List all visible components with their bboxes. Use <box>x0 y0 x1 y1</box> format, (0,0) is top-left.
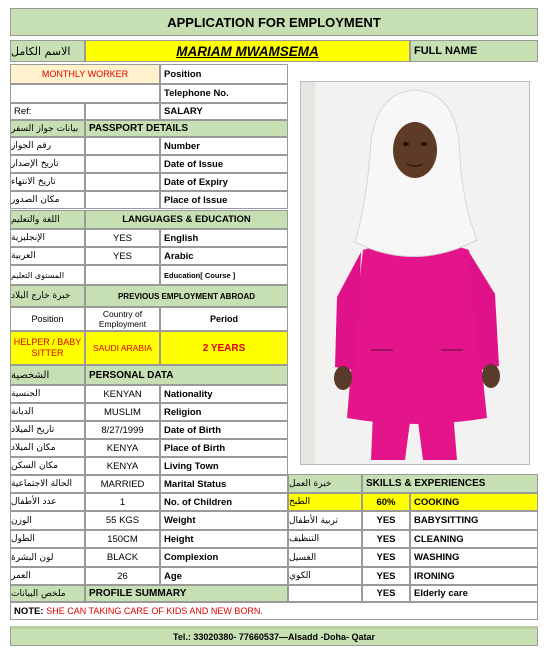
personal-header: PERSONAL DATA <box>85 365 288 385</box>
personal-row-value: KENYAN <box>85 385 160 403</box>
salary-label: SALARY <box>160 103 288 120</box>
skill-value: YES <box>362 585 410 602</box>
personal-row-value: MUSLIM <box>85 403 160 421</box>
personal-row-value: KENYA <box>85 439 160 457</box>
personal-row-arabic: الجنسية <box>10 385 85 403</box>
skill-label: CLEANING <box>410 530 538 548</box>
education-value <box>85 265 160 285</box>
arabic-lang-label: Arabic <box>160 247 288 265</box>
ref-value <box>85 103 160 120</box>
personal-row-arabic: الطول <box>10 530 85 548</box>
skill-label: COOKING <box>410 493 538 511</box>
profile-header: PROFILE SUMMARY <box>85 585 288 602</box>
languages-header: LANGUAGES & EDUCATION <box>85 210 288 229</box>
skill-arabic: التنظيف <box>288 530 362 548</box>
note-text: SHE CAN TAKING CARE OF KIDS AND NEW BORN. <box>46 606 263 616</box>
telephone-value <box>10 84 160 103</box>
skill-arabic: الغسيل <box>288 548 362 567</box>
note-label: NOTE: <box>14 605 44 617</box>
personal-row-label: Marital Status <box>160 475 288 493</box>
passport-arabic-header: بيانات جواز السفر <box>10 120 85 137</box>
applicant-name: MARIAM MWAMSEMA <box>85 40 410 62</box>
education-arabic: المستوى التعليم <box>10 265 85 285</box>
passport-expiry-label: Date of Expiry <box>160 173 288 191</box>
skills-arabic-header: خبرة العمل <box>288 474 362 493</box>
skill-value: 60% <box>362 493 410 511</box>
skill-label: IRONING <box>410 567 538 585</box>
passport-header: PASSPORT DETAILS <box>85 120 288 137</box>
previous-period: 2 YEARS <box>160 331 288 365</box>
personal-row-value: KENYA <box>85 457 160 475</box>
passport-place-label: Place of Issue <box>160 191 288 209</box>
passport-issue-value <box>85 155 160 173</box>
profile-spacer <box>288 585 362 602</box>
telephone-label: Telephone No. <box>160 84 288 103</box>
passport-expiry-arabic: تاريخ الانتهاء <box>10 173 85 191</box>
note-row <box>10 602 538 620</box>
personal-row-arabic: الديانة <box>10 403 85 421</box>
col-position: Position <box>10 307 85 331</box>
english-arabic: الإنجليزية <box>10 229 85 247</box>
personal-row-label: Place of Birth <box>160 439 288 457</box>
skill-value: YES <box>362 567 410 585</box>
passport-expiry-value <box>85 173 160 191</box>
personal-row-label: Date of Birth <box>160 421 288 439</box>
personal-row-label: Living Town <box>160 457 288 475</box>
personal-row-arabic: الحالة الاجتماعية <box>10 475 85 493</box>
skills-header: SKILLS & EXPERIENCES <box>362 474 538 493</box>
arabic-lang-value: YES <box>85 247 160 265</box>
english-value: YES <box>85 229 160 247</box>
personal-row-label: No. of Children <box>160 493 288 511</box>
previous-position: HELPER / BABY SITTER <box>10 331 85 365</box>
skill-label: Elderly care <box>410 585 538 602</box>
personal-row-arabic: الوزن <box>10 511 85 530</box>
passport-number-value <box>85 137 160 155</box>
position-value: MONTHLY WORKER <box>10 64 160 84</box>
personal-row-value: 8/27/1999 <box>85 421 160 439</box>
personal-row-label: Age <box>160 567 288 585</box>
personal-row-label: Weight <box>160 511 288 530</box>
skill-arabic: الطبخ <box>288 493 362 511</box>
photo-illustration <box>301 82 529 464</box>
personal-row-value: MARRIED <box>85 475 160 493</box>
education-label: Education[ Course ] <box>160 265 288 285</box>
name-arabic-label: الاسم الكامل <box>10 40 85 62</box>
english-label: English <box>160 229 288 247</box>
personal-row-label: Nationality <box>160 385 288 403</box>
previous-header: PREVIOUS EMPLOYMENT ABROAD <box>85 285 288 307</box>
personal-row-arabic: مكان الميلاد <box>10 439 85 457</box>
skill-arabic: الكوي <box>288 567 362 585</box>
footer-contact: Tel.: 33020380- 77660537—Alsadd -Doha- Qatar <box>10 626 538 646</box>
previous-arabic-header: خبرة خارج البلاد <box>10 285 85 307</box>
personal-row-value: BLACK <box>85 548 160 567</box>
full-name-label: FULL NAME <box>410 40 538 62</box>
arabic-lang-arabic: العربية <box>10 247 85 265</box>
passport-number-label: Number <box>160 137 288 155</box>
personal-row-arabic: لون البشرة <box>10 548 85 567</box>
personal-arabic-header: الشخصية <box>10 365 85 385</box>
skill-label: WASHING <box>410 548 538 567</box>
personal-row-arabic: مكان السكن <box>10 457 85 475</box>
col-period: Period <box>160 307 288 331</box>
skill-value: YES <box>362 548 410 567</box>
personal-row-label: Complexion <box>160 548 288 567</box>
personal-row-value: 150CM <box>85 530 160 548</box>
personal-row-value: 1 <box>85 493 160 511</box>
col-country: Country of Employment <box>85 307 160 331</box>
personal-row-arabic: عدد الأطفال <box>10 493 85 511</box>
ref-label: Ref: <box>10 103 85 120</box>
skill-label: BABYSITTING <box>410 511 538 530</box>
skill-arabic: تربية الأطفال <box>288 511 362 530</box>
passport-place-arabic: مكان الصدور <box>10 191 85 209</box>
skill-value: YES <box>362 511 410 530</box>
profile-arabic-header: ملخص البيانات <box>10 585 85 602</box>
personal-row-label: Height <box>160 530 288 548</box>
passport-place-value <box>85 191 160 209</box>
personal-row-value: 26 <box>85 567 160 585</box>
passport-number-arabic: رقم الجواز <box>10 137 85 155</box>
form-title: APPLICATION FOR EMPLOYMENT <box>10 8 538 36</box>
skill-value: YES <box>362 530 410 548</box>
previous-country: SAUDI ARABIA <box>85 331 160 365</box>
passport-issue-arabic: تاريخ الإصدار <box>10 155 85 173</box>
personal-row-arabic: تاريخ الميلاد <box>10 421 85 439</box>
position-label: Position <box>160 64 288 84</box>
personal-row-label: Religion <box>160 403 288 421</box>
applicant-photo <box>300 81 530 465</box>
personal-row-arabic: العمر <box>10 567 85 585</box>
languages-arabic-header: اللغة والتعليم <box>10 210 85 229</box>
passport-issue-label: Date of Issue <box>160 155 288 173</box>
personal-row-value: 55 KGS <box>85 511 160 530</box>
